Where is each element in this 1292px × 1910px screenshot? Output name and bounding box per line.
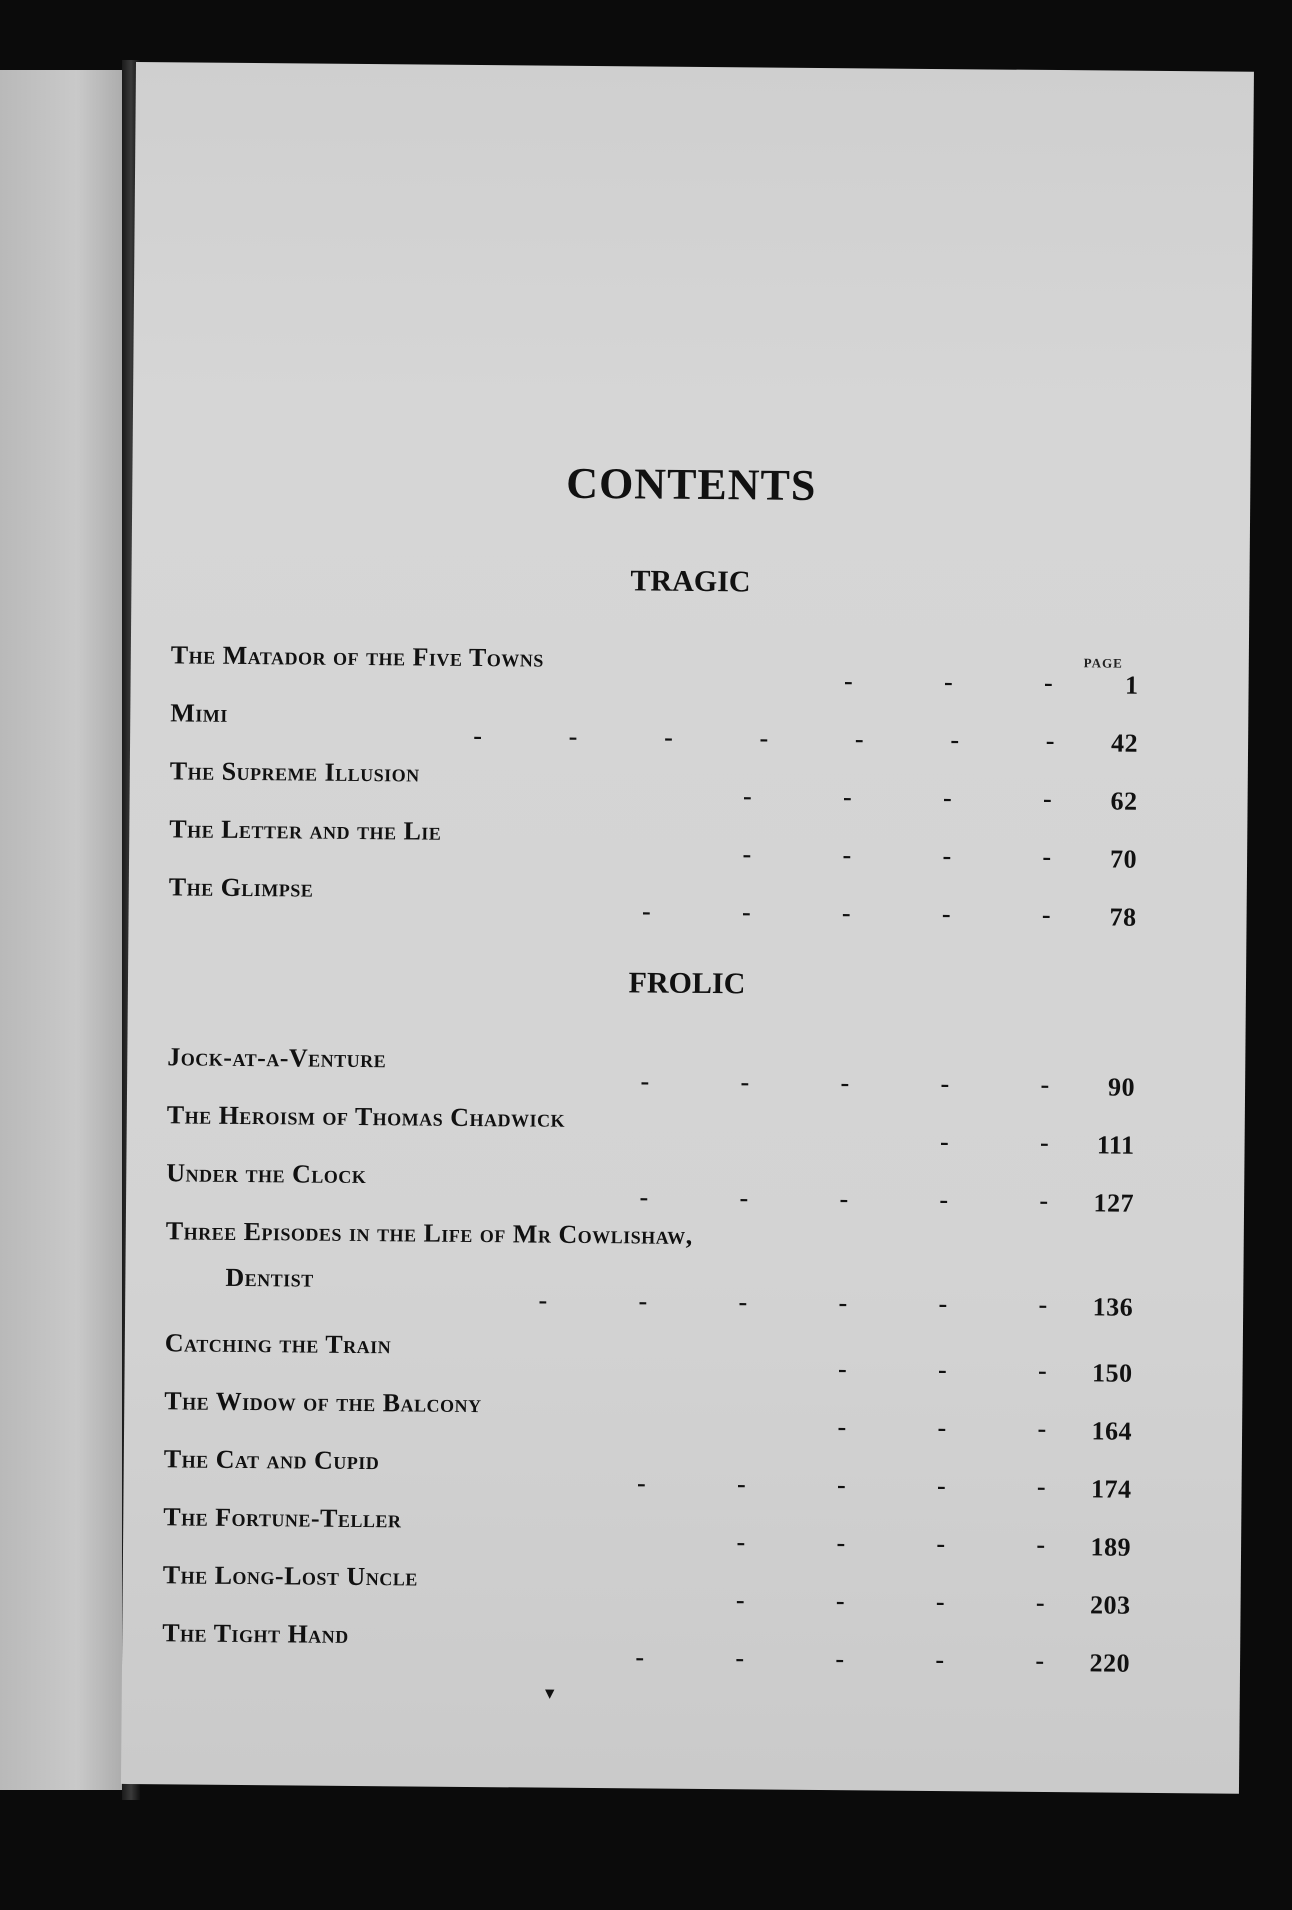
leader-dots: - - - - bbox=[735, 1585, 1046, 1617]
entry-page: 78 bbox=[1109, 902, 1137, 932]
toc-entry bbox=[163, 1444, 1132, 1504]
toc-entry bbox=[165, 1216, 1134, 1320]
section-heading-tragic: TRAGIC bbox=[630, 564, 751, 599]
leader-dots: - - - - bbox=[736, 1527, 1046, 1559]
toc-entry bbox=[170, 640, 1139, 700]
entry-title: The Fortune-Teller bbox=[163, 1502, 402, 1534]
entry-title: Under the Clock bbox=[166, 1158, 367, 1190]
leader-dots: - - - - bbox=[742, 839, 1052, 872]
leader-dots: - - - - - - - bbox=[473, 720, 1056, 756]
toc-entry bbox=[169, 814, 1138, 874]
signature-marker: ▼ bbox=[541, 1685, 558, 1703]
entry-page: 70 bbox=[1109, 844, 1138, 874]
toc-entry bbox=[166, 1100, 1135, 1160]
toc-entry bbox=[162, 1618, 1131, 1678]
entry-page: 62 bbox=[1110, 786, 1138, 816]
leader-dots: - - - - - - bbox=[538, 1285, 1048, 1320]
entry-title: The Cat and Cupid bbox=[163, 1444, 380, 1476]
entry-title: The Widow of the Balcony bbox=[164, 1386, 482, 1419]
entry-title: Mimi bbox=[170, 698, 228, 728]
contents-page bbox=[121, 62, 1254, 1794]
toc-entry bbox=[164, 1386, 1133, 1446]
leader-dots: - - - bbox=[837, 1354, 1048, 1386]
entry-title: The Letter and the Lie bbox=[169, 814, 442, 846]
toc-entry bbox=[167, 1042, 1136, 1102]
section-heading-frolic: FROLIC bbox=[628, 966, 746, 1001]
entry-title-continued: Dentist bbox=[225, 1262, 314, 1293]
page-title: CONTENTS bbox=[566, 458, 817, 510]
entry-page: 164 bbox=[1091, 1416, 1133, 1446]
entry-page: 111 bbox=[1096, 1130, 1135, 1160]
toc-entry bbox=[162, 1560, 1131, 1620]
entry-page: 203 bbox=[1089, 1590, 1131, 1620]
entry-title: The Supreme Illusion bbox=[169, 756, 420, 788]
entry-page: 136 bbox=[1092, 1292, 1134, 1322]
page-column-label: PAGE bbox=[1083, 655, 1123, 671]
entry-title: The Heroism of Thomas Chadwick bbox=[166, 1100, 566, 1133]
leader-dots: - - - - - bbox=[636, 1468, 1047, 1501]
entry-title: Jock-at-a-Venture bbox=[167, 1042, 387, 1074]
toc-entry bbox=[163, 1502, 1132, 1562]
leader-dots: - - - - - bbox=[635, 1642, 1045, 1675]
leader-dots: - - - - bbox=[742, 781, 1053, 814]
entry-title: Catching the Train bbox=[164, 1328, 392, 1360]
entry-page: 189 bbox=[1090, 1532, 1132, 1562]
entry-title: Three Episodes in the Life of Mr Cowlishaw, bbox=[165, 1216, 693, 1250]
entry-page: 90 bbox=[1107, 1072, 1136, 1102]
entry-title: The Tight Hand bbox=[162, 1618, 349, 1649]
leader-dots: - - bbox=[939, 1127, 1050, 1158]
entry-page: 1 bbox=[1124, 670, 1139, 700]
entry-page: 127 bbox=[1093, 1188, 1135, 1218]
toc-entry bbox=[168, 872, 1137, 932]
leader-dots: - - - - - bbox=[640, 1066, 1050, 1100]
entry-page: 220 bbox=[1089, 1648, 1131, 1678]
entry-page: 150 bbox=[1091, 1358, 1133, 1388]
toc-entry bbox=[169, 756, 1138, 816]
entry-title: The Glimpse bbox=[168, 872, 314, 903]
leader-dots: - - - bbox=[837, 1412, 1047, 1443]
entry-title: The Long-Lost Uncle bbox=[162, 1560, 418, 1592]
leader-dots: - - - - - bbox=[641, 896, 1052, 930]
toc-entry bbox=[166, 1158, 1135, 1218]
leader-dots: - - - - - bbox=[639, 1182, 1049, 1216]
entry-title: The Matador of the Five Towns bbox=[170, 640, 544, 673]
toc-entry bbox=[164, 1328, 1133, 1388]
entry-page: 42 bbox=[1110, 728, 1139, 758]
leader-dots: - - - bbox=[843, 666, 1054, 698]
toc-entry bbox=[170, 698, 1139, 758]
facing-page-edge bbox=[0, 70, 128, 1790]
entry-page: 174 bbox=[1090, 1474, 1132, 1504]
